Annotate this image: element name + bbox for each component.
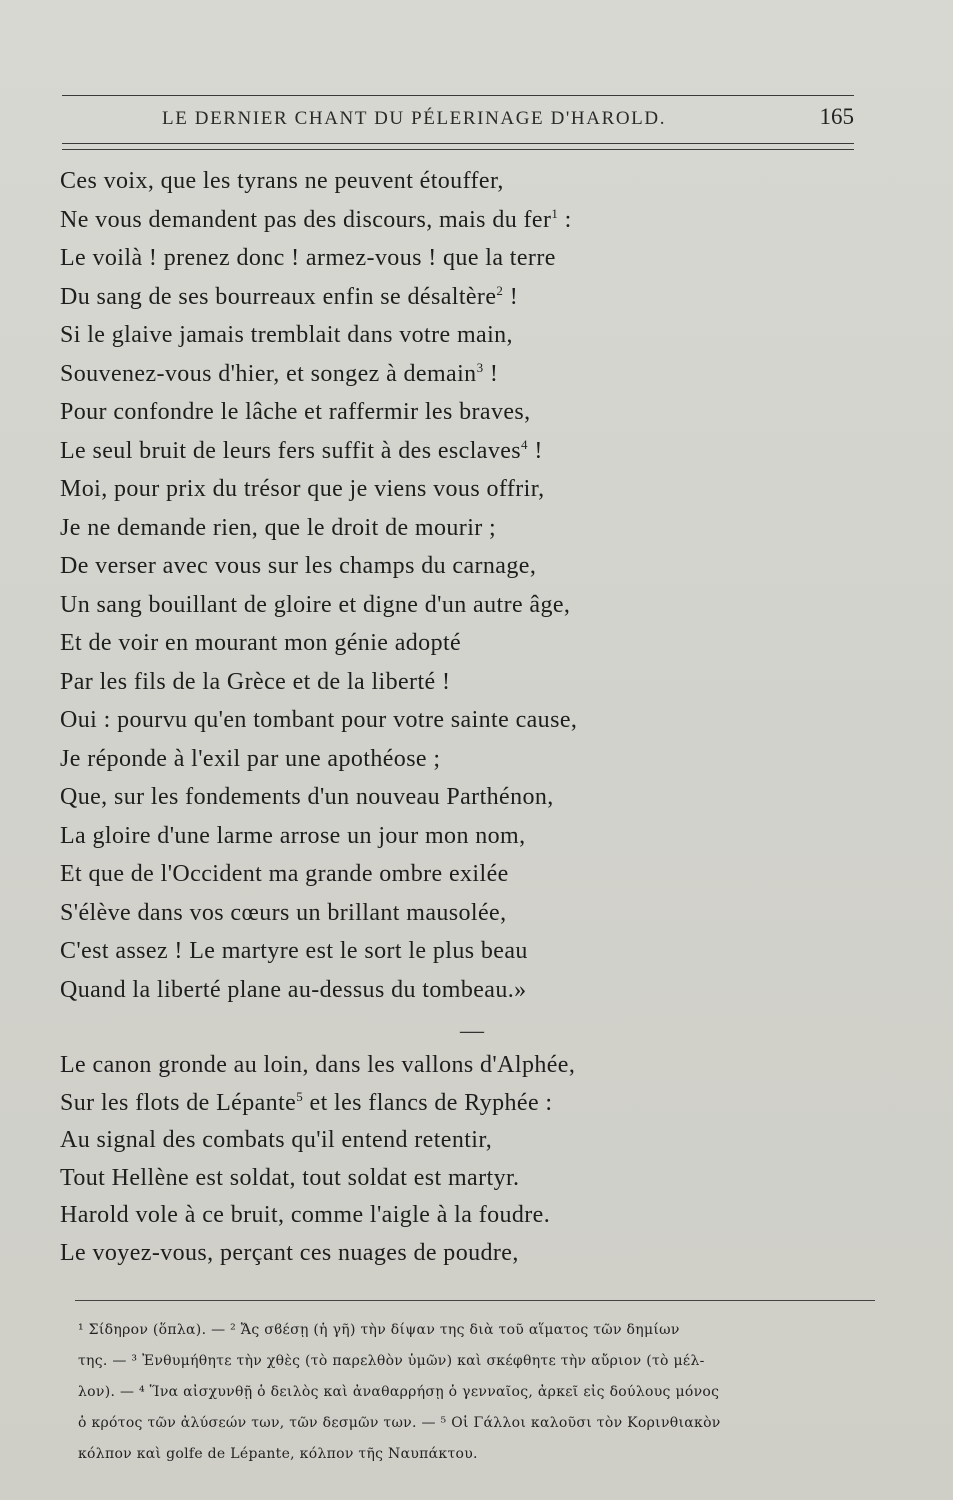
verse-text: Et de voir en mourant mon génie adopté — [60, 630, 462, 656]
footnote-marker: 5 — [296, 1088, 304, 1104]
verse-line — [60, 823, 860, 850]
verse-text-continued: ! — [503, 283, 519, 310]
verse-line — [60, 515, 860, 542]
footnote-line: ¹ Σίδηρον (ὅπλα). — ² Ἄς σϐέσῃ (ἡ γῆ) τὴν δίψαν της διὰ τοῦ αἵματος τῶν δημίων — [78, 1322, 680, 1338]
footnote-marker: 1 — [551, 205, 559, 221]
verse-line — [60, 168, 860, 195]
verse-text: Par les fils de la Grèce et de la liberté ! — [60, 668, 451, 695]
verse-text: Un sang bouillant de gloire et digne d'un autre âge, — [60, 591, 571, 618]
verse-text: Le voilà ! prenez donc ! armez-vous ! que la terre — [60, 245, 556, 271]
verse-line — [60, 361, 860, 388]
page-number: 165 — [819, 104, 854, 129]
footnote-line: κόλπον καὶ golfe de Lépante, κόλπον τῆς Ναυπάκτου. — [78, 1446, 478, 1462]
verse-text: Que, sur les fondements d'un nouveau Parthénon, — [60, 784, 554, 810]
verse-text: Si le glaive jamais tremblait dans votre main, — [60, 322, 513, 348]
verse-line — [60, 1052, 860, 1079]
footnote-line: λον). — ⁴ Ἵνα αἰσχυνθῇ ὁ δειλὸς καὶ ἀναθαρρήσῃ ὁ γενναῖος, ἀρκεῖ εἰς δούλους μόνος — [78, 1384, 720, 1400]
verse-text: Ne vous demandent pas des discours, mais du fer — [60, 206, 552, 233]
verse-text: Tout Hellène est soldat, tout soldat est martyr. — [60, 1164, 520, 1191]
verse-text: Du sang de ses bourreaux enfin se désaltère — [60, 283, 497, 310]
verse-text: Quand la liberté plane au-dessus du tombeau.» — [60, 976, 527, 1003]
header-bottom-rule-thin — [62, 149, 854, 150]
verse-text: Souvenez-vous d'hier, et songez à demain — [60, 360, 477, 387]
verse-line — [60, 592, 860, 619]
verse-text: Et que de l'Occident ma grande ombre exilée — [60, 861, 509, 887]
verse-line — [60, 399, 860, 426]
verse-text: Je réponde à l'exil par une apothéose ; — [60, 745, 441, 772]
verse-line — [60, 1165, 860, 1192]
verse-line — [60, 746, 860, 773]
verse-text-continued: ! — [527, 437, 543, 464]
verse-text-continued: : — [558, 206, 572, 233]
verse-text: Je ne demande rien, que le droit de mourir ; — [60, 514, 497, 541]
verse-line — [60, 207, 860, 234]
footnote-marker: 2 — [496, 282, 504, 298]
verse-line — [60, 438, 860, 465]
verse-line — [60, 669, 860, 696]
footnote-line: ὁ κρότος τῶν ἀλύσεών των, τῶν δεσμῶν των. — ⁵ Οἱ Γάλλοι καλοῦσι τὸν Κορινθιακὸν — [78, 1415, 721, 1431]
verse-text: La gloire d'une larme arrose un jour mon nom, — [60, 822, 526, 849]
verse-text: Moi, pour prix du trésor que je viens vous offrir, — [60, 476, 545, 502]
running-title: LE DERNIER CHANT DU PÉLERINAGE D'HAROLD. — [162, 108, 667, 129]
verse-line — [60, 1202, 860, 1229]
verse-line — [60, 1127, 860, 1154]
verse-text-continued: ! — [483, 360, 499, 387]
verse-line — [60, 630, 860, 657]
verse-text: Le voyez-vous, perçant ces nuages de poudre, — [60, 1239, 519, 1266]
verse-text: Pour confondre le lâche et raffermir les braves, — [60, 399, 531, 425]
footnote-marker: 3 — [476, 359, 484, 375]
verse-line — [60, 1240, 860, 1267]
verse-text: De verser avec vous sur les champs du carnage, — [60, 553, 537, 579]
verse-text: C'est assez ! Le martyre est le sort le plus beau — [60, 938, 528, 964]
verse-line — [60, 1090, 860, 1117]
verse-text: Sur les flots de Lépante — [60, 1089, 297, 1116]
verse-text: S'élève dans vos cœurs un brillant mausolée, — [60, 899, 507, 926]
verse-line — [60, 784, 860, 811]
verse-line — [60, 245, 860, 272]
verse-text: Le canon gronde au loin, dans les vallons d'Alphée, — [60, 1052, 576, 1078]
header-top-rule — [62, 95, 854, 96]
verse-line — [60, 861, 860, 888]
verse-text: Ces voix, que les tyrans ne peuvent étouffer, — [60, 168, 504, 194]
verse-line — [60, 284, 860, 311]
verse-line — [60, 553, 860, 580]
verse-text: Oui : pourvu qu'en tombant pour votre sainte cause, — [60, 707, 578, 733]
footnote-rule — [75, 1300, 875, 1301]
verse-text: Au signal des combats qu'il entend retentir, — [60, 1127, 493, 1153]
verse-line — [60, 476, 860, 503]
verse-line — [60, 900, 860, 927]
footnote-line: της. — ³ Ἐνθυμήθητε τὴν χθὲς (τὸ παρελθὸν ὑμῶν) καὶ σκέφθητε τὴν αὔριον (τὸ μέλ- — [78, 1353, 705, 1369]
footnote-marker: 4 — [521, 436, 528, 452]
verse-text: Harold vole à ce bruit, comme l'aigle à la foudre. — [60, 1202, 551, 1228]
running-head — [62, 104, 854, 134]
verse-line — [60, 707, 860, 734]
verse-text-continued: et les flancs de Ryphée : — [303, 1089, 553, 1116]
verse-text: Le seul bruit de leurs fers suffit à des esclaves — [60, 437, 522, 464]
verse-line — [60, 938, 860, 965]
stanza-break: — — [460, 1018, 484, 1044]
verse-line — [60, 977, 860, 1004]
verse-line — [60, 322, 860, 349]
header-bottom-rule — [62, 143, 854, 144]
